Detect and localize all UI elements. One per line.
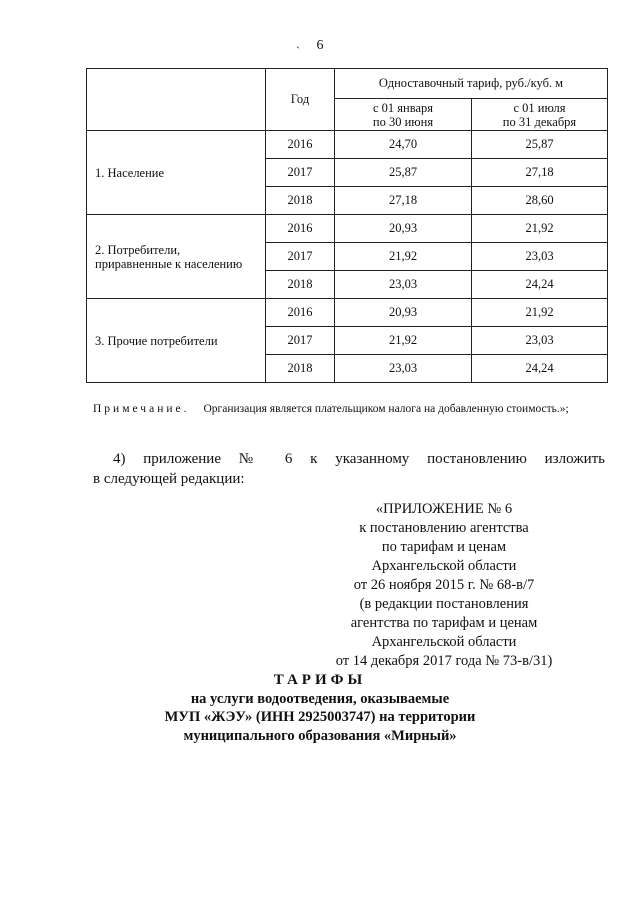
tariff-header: Одноставочный тариф, руб./куб. м bbox=[335, 69, 608, 99]
appendix-line: агентства по тарифам и ценам bbox=[350, 615, 538, 631]
page-number: 6 bbox=[316, 38, 324, 53]
tariff-cell: 23,03 bbox=[472, 327, 608, 355]
tariff-cell: 24,70 bbox=[335, 131, 472, 159]
title-line: муниципального образования «Мирный» bbox=[183, 727, 457, 744]
note-label: Примечание. bbox=[93, 403, 190, 415]
tariff-cell: 23,03 bbox=[335, 355, 472, 383]
tariff-cell: 23,03 bbox=[335, 271, 472, 299]
note-text: Организация является плательщиком налога на добавленную стоимость.»; bbox=[203, 403, 569, 415]
tariff-cell: 24,24 bbox=[472, 355, 608, 383]
period2-line1: с 01 июля bbox=[513, 100, 566, 115]
tariff-cell: 21,92 bbox=[472, 299, 608, 327]
amendment-paragraph bbox=[93, 449, 605, 489]
category-header bbox=[87, 69, 266, 131]
category-population: 1. Население bbox=[87, 131, 266, 215]
paragraph-line-1: 4) приложение № 6 к указанному постановлению изложить bbox=[113, 451, 605, 467]
appendix-line: Архангельской области bbox=[371, 558, 517, 574]
year-cell: 2018 bbox=[266, 187, 335, 215]
tariff-cell: 25,87 bbox=[335, 159, 472, 187]
tariff-cell: 24,24 bbox=[472, 271, 608, 299]
appendix-line: по тарифам и ценам bbox=[381, 539, 507, 555]
category-other-consumers: 3. Прочие потребители bbox=[87, 299, 266, 383]
tariff-cell: 25,87 bbox=[472, 131, 608, 159]
appendix-line: от 26 ноября 2015 г. № 68-в/7 bbox=[353, 577, 535, 593]
period1-header bbox=[335, 99, 472, 131]
year-cell: 2018 bbox=[266, 271, 335, 299]
year-cell: 2016 bbox=[266, 131, 335, 159]
year-cell: 2017 bbox=[266, 327, 335, 355]
tariff-cell: 27,18 bbox=[335, 187, 472, 215]
document-title bbox=[0, 671, 640, 745]
period1-line1: с 01 января bbox=[372, 100, 434, 115]
period1-line2: по 30 июня bbox=[372, 114, 434, 129]
tariff-cell: 21,92 bbox=[472, 215, 608, 243]
title-line: на услуги водоотведения, оказываемые bbox=[190, 690, 450, 707]
paragraph-line-2: в следующей редакции: bbox=[93, 471, 245, 487]
tariff-table bbox=[86, 68, 608, 383]
year-cell: 2017 bbox=[266, 159, 335, 187]
tariff-cell: 20,93 bbox=[335, 299, 472, 327]
period2-line2: по 31 декабря bbox=[502, 114, 577, 129]
category-equivalent-consumers bbox=[87, 215, 266, 299]
page-mark: ` bbox=[296, 44, 300, 58]
tariff-cell: 21,92 bbox=[335, 327, 472, 355]
tariff-cell: 23,03 bbox=[472, 243, 608, 271]
appendix-line: от 14 декабря 2017 года № 73-в/31) bbox=[335, 653, 553, 669]
year-header: Год bbox=[266, 69, 335, 131]
tariff-cell: 27,18 bbox=[472, 159, 608, 187]
tariff-cell: 21,92 bbox=[335, 243, 472, 271]
year-cell: 2018 bbox=[266, 355, 335, 383]
appendix-heading bbox=[330, 500, 558, 671]
year-cell: 2017 bbox=[266, 243, 335, 271]
appendix-line: (в редакции постановления bbox=[359, 596, 529, 612]
category-line: 2. Потребители, bbox=[95, 242, 181, 257]
tariff-cell: 20,93 bbox=[335, 215, 472, 243]
tariff-cell: 28,60 bbox=[472, 187, 608, 215]
title-line: МУП «ЖЭУ» (ИНН 2925003747) на территории bbox=[164, 709, 476, 725]
year-cell: 2016 bbox=[266, 215, 335, 243]
title-main: ТАРИФЫ bbox=[273, 672, 367, 688]
period2-header bbox=[472, 99, 608, 131]
appendix-line: «ПРИЛОЖЕНИЕ № 6 bbox=[375, 501, 513, 517]
appendix-line: Архангельской области bbox=[371, 634, 517, 650]
year-cell: 2016 bbox=[266, 299, 335, 327]
appendix-line: к постановлению агентства bbox=[359, 520, 529, 536]
table-note bbox=[93, 402, 605, 417]
category-line: приравненные к населению bbox=[95, 256, 243, 271]
